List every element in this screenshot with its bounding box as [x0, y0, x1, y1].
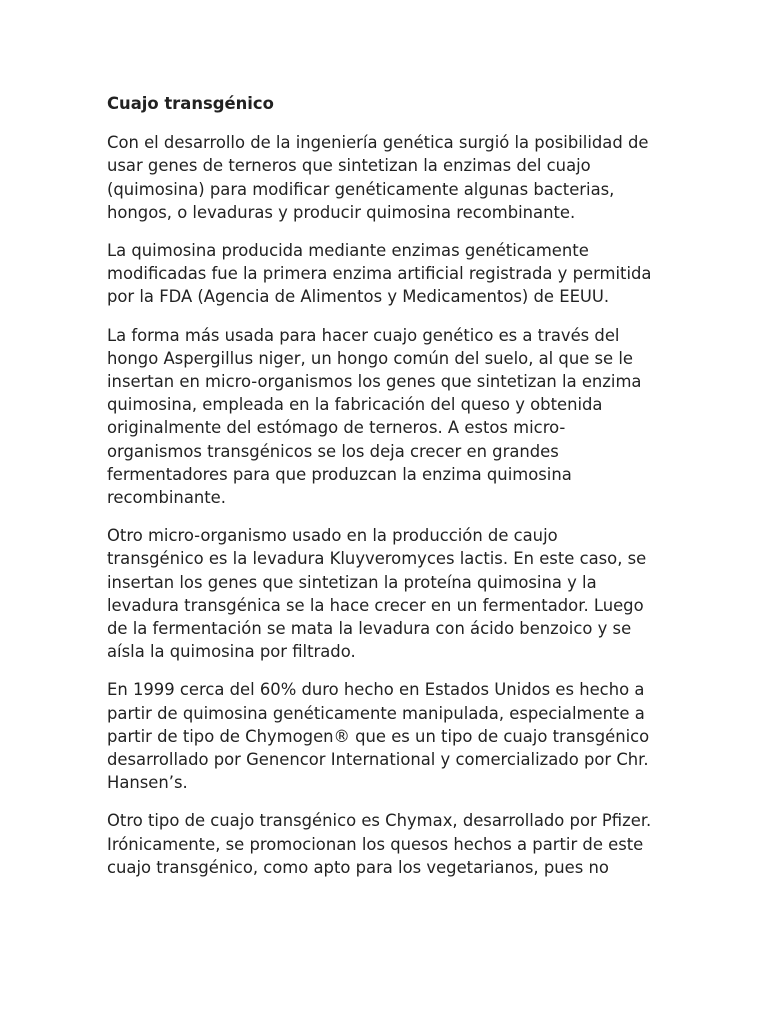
document-title: Cuajo transgénico	[107, 94, 274, 113]
paragraph-2: La quimosina producida mediante enzimas genéticamente modificadas fue la primera enzima artificial registrada y permitida por la FDA (Agencia de Alimentos y Medicamentos) de EEUU.	[107, 241, 652, 307]
document-page	[107, 92, 667, 879]
paragraph-6: Otro tipo de cuajo transgénico es Chymax, desarrollado por Pfizer. Irónicamente, se promocionan los quesos hechos a partir de este cuajo transgénico, como apto para los vegetarianos, pues no	[107, 811, 652, 877]
paragraph-1: Con el desarrollo de la ingeniería genética surgió la posibilidad de usar genes de terneros que sintetizan la enzimas del cuajo (quimosina) para modificar genéticamente algunas bacterias, hongos, o levaduras y producir quimosina recombinante.	[107, 133, 649, 222]
paragraph-5: En 1999 cerca del 60% duro hecho en Estados Unidos es hecho a partir de quimosina genéticamente manipulada, especialmente a partir de tipo de Chymogen® que es un tipo de cuajo transgénico desarrollado por Genencor International y comercializado por Chr. Hansen’s.	[107, 680, 650, 793]
paragraph-3: La forma más usada para hacer cuajo genético es a través del hongo Aspergillus niger, un hongo común del suelo, al que se le insertan en micro-organismos los genes que sintetizan la enzima quimosina, empleada en la fabricación del queso y obtenida originalmente del estómago de terneros. A estos micro- organismos transgénicos se los deja crecer en grandes fermentadores para que produzcan la enzima quimosina recombinante.	[107, 325, 642, 508]
paragraph-4: Otro micro-organismo usado en la producción de caujo transgénico es la levadura Kluyveromyces lactis. En este caso, se insertan los genes que sintetizan la proteína quimosina y la levadura transgénica se la hace crecer en un fermentador. Luego de la fermentación se mata la levadura con ácido benzoico y se aísla la quimosina por filtrado.	[107, 526, 647, 662]
